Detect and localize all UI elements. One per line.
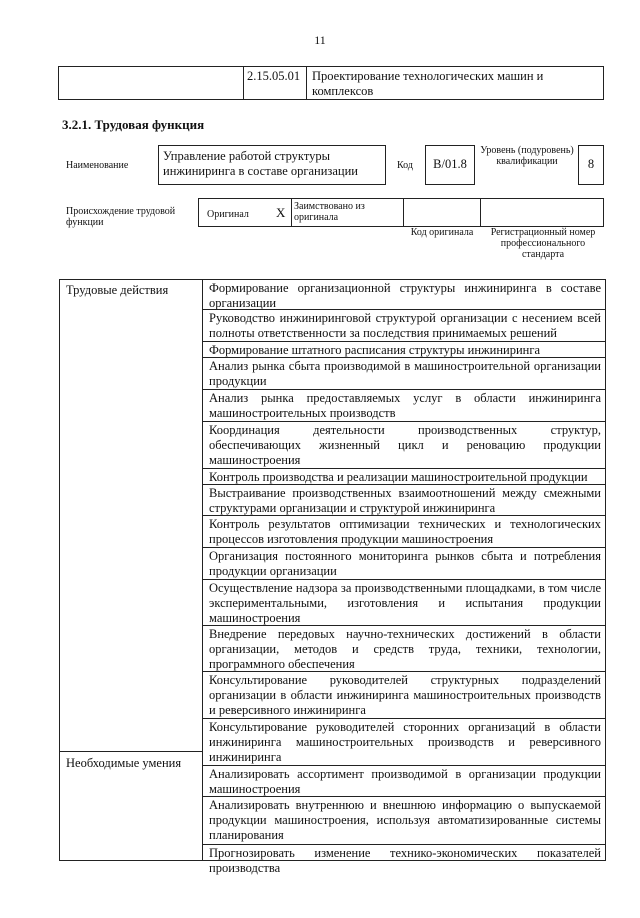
table-row: Организация постоянного мониторинга рынков сбыта и потребления продукции организации (203, 548, 605, 580)
name-label: Наименование (66, 160, 129, 171)
table-rows (203, 280, 605, 875)
function-code: В/01.8 (425, 145, 475, 185)
table-row: Формирование организационной структуры инжиниринга в составе организации (203, 280, 605, 310)
table-row: Консультирование руководителей сторонних организаций в области инжиниринга машиностроительных производств и реверсивного инжиниринга (203, 719, 605, 766)
original-mark: X (276, 205, 286, 220)
original-label: Оригинал (207, 209, 249, 220)
table-row: Внедрение передовых научно-технических достижений в области организации, методов и средств труда, техники, технологии, программного обеспечения (203, 626, 605, 672)
table-row: Прогнозировать изменение технико-экономических показателей производства (209, 846, 601, 875)
table-row: Анализ рынка сбыта производимой в машиностроительной организации продукции (203, 358, 605, 390)
level-label: Уровень (подуровень) квалификации (480, 145, 574, 167)
section-heading: 3.2.1. Трудовая функция (62, 117, 205, 132)
specialty-name: Проектирование технологических машин и комплексов (312, 69, 544, 98)
original-code-caption: Код оригинала (410, 227, 474, 238)
code-label: Код (397, 160, 413, 171)
required-skills-label: Необходимые умения (66, 756, 182, 770)
table-row: Руководство инжиниринговой структурой организации с несением всей полноты ответственности за последствия принимаемых решений (203, 310, 605, 342)
table-row: Координация деятельности производственных структур, обеспечивающих жизненный цикл и реновацию продукции машиностроения (203, 422, 605, 469)
page-number: 11 (314, 33, 326, 47)
table-row: Анализ рынка предоставляемых услуг в области инжиниринга машиностроительных производств (203, 390, 605, 422)
table-row: Осуществление надзора за производственными площадками, в том числе экспериментальными, изготовления и испытания продукции машиностроения (203, 580, 605, 626)
table-row: Анализировать ассортимент производимой в организации продукции машиностроения (203, 766, 605, 797)
borrowed-label: Заимствовано из оригинала (291, 199, 404, 226)
registration-caption: Регистрационный номер профессионального стандарта (490, 227, 596, 260)
function-details-table (59, 279, 606, 875)
qualification-level: 8 (578, 145, 604, 185)
origin-table (198, 198, 604, 227)
original-code-cell (404, 199, 481, 226)
table-row: Контроль производства и реализации машиностроительной продукции (203, 469, 605, 485)
table-row: Консультирование руководителей структурных подразделений организации в области инжиниринга машиностроительных производств и реверсивного инжиниринга (203, 672, 605, 719)
original-cell (199, 199, 292, 226)
labor-actions-label: Трудовые действия (66, 283, 169, 297)
registration-number-cell (480, 199, 604, 226)
table-row: Выстраивание производственных взаимоотношений между смежными структурами организации и структурой инжиниринга (203, 485, 605, 516)
table-row: Контроль результатов оптимизации технических и технологических процессов изготовления продукции машиностроения (203, 516, 605, 548)
specialty-code: 2.15.05.01 (243, 67, 307, 99)
group-label-column (60, 280, 203, 860)
empty-cell (59, 67, 244, 99)
function-name: Управление работой структуры инжиниринга в составе организации (158, 145, 386, 185)
origin-label: Происхождение трудовой функции (66, 206, 176, 228)
group-separator (60, 751, 202, 752)
table-row: Формирование штатного расписания структуры инжиниринга (203, 342, 605, 358)
previous-table-continuation (58, 66, 604, 100)
table-row: Анализировать внутреннюю и внешнюю информацию о выпускаемой продукции машиностроения, используя автоматизированные системы планирования (203, 797, 605, 845)
